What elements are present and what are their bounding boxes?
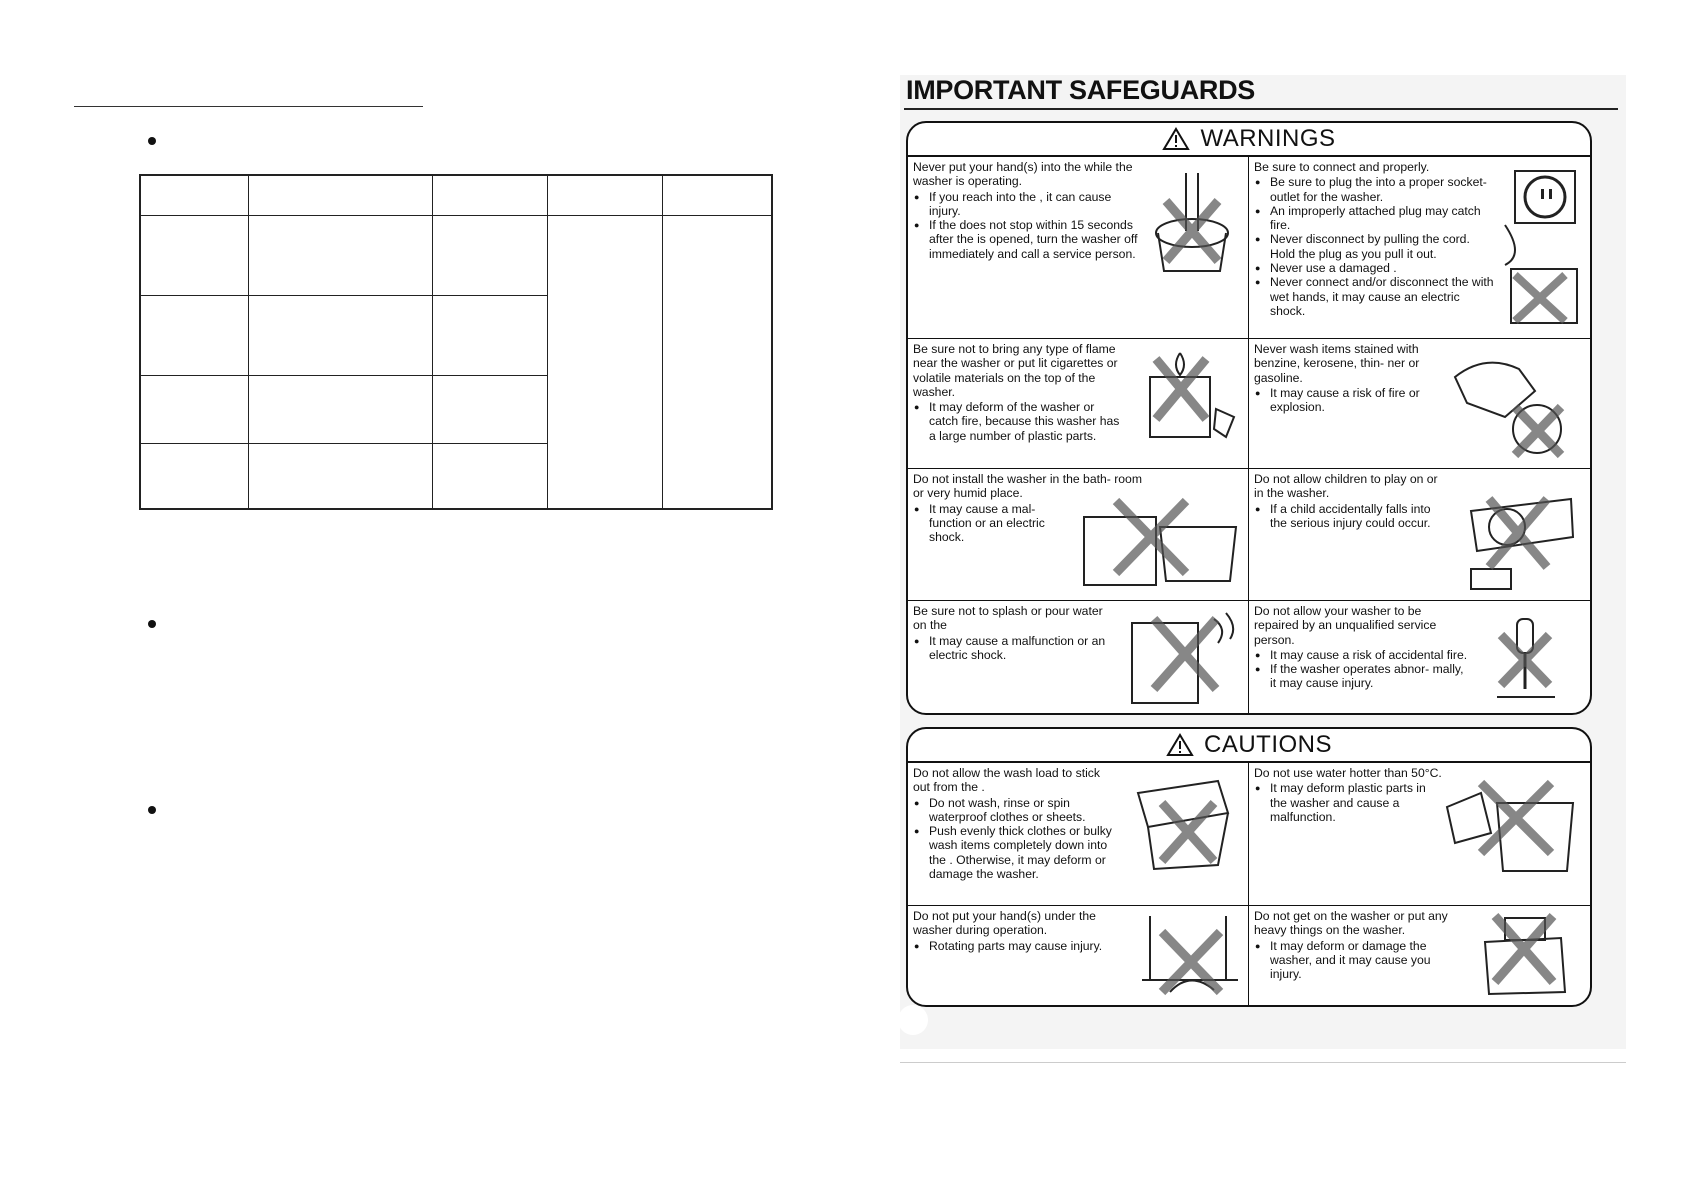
table-cell — [248, 175, 432, 215]
caution-text — [913, 766, 1113, 881]
warnings-header — [908, 123, 1590, 157]
warning-bullets — [1254, 386, 1439, 415]
caution-bullet: ● Do not wash, rinse or spin waterproof clothes or sheets. — [925, 796, 1113, 825]
warning-bullet: ● An improperly attached plug may catch fire. — [1266, 204, 1494, 233]
table-cell — [140, 443, 248, 509]
table-cell — [432, 215, 547, 295]
table-cell — [662, 175, 772, 215]
warning-bullet: ● It may deform of the washer or catch fire, because this washer has a large number of plastic parts. — [925, 400, 1125, 443]
table-cell — [248, 375, 432, 443]
page-title: IMPORTANT SAFEGUARDS — [906, 75, 1255, 105]
warning-text — [1254, 342, 1439, 414]
table-cell — [432, 443, 547, 509]
caution-item — [1249, 906, 1590, 1007]
table-cell — [432, 295, 547, 375]
warning-bullet: ● It may cause a risk of accidental fire. — [1266, 648, 1469, 662]
warning-bullet: ● It may cause a malfunction or an electric shock. — [925, 634, 1118, 663]
warning-bullet: ● If a child accidentally falls into the serious injury could occur. — [1266, 502, 1444, 531]
caution-triangle-icon — [1166, 733, 1194, 757]
warning-bullet: ● If the washer operates abnor- mally, it may cause injury. — [1266, 662, 1469, 691]
table-cell — [140, 175, 248, 215]
caution-bullet: ● Push evenly thick clothes or bulky wash items completely down into the . Otherwise, it may deform or damage the washer. — [925, 824, 1113, 881]
warning-bullets — [913, 634, 1118, 663]
caution-bullets — [913, 796, 1113, 882]
warning-text — [913, 604, 1118, 662]
cautions-header — [908, 729, 1590, 763]
warning-bullet: ● If the does not stop within 15 seconds after the is opened, turn the washer off immediately and call a service person. — [925, 218, 1138, 261]
child-washer-icon — [1451, 477, 1583, 595]
caution-text — [1254, 766, 1444, 824]
warning-bullets — [1254, 648, 1469, 691]
table-cell — [248, 215, 432, 295]
table-cell — [547, 175, 662, 215]
warning-text — [913, 160, 1138, 261]
table-cell — [432, 175, 547, 215]
warning-text-main: Be sure not to bring any type of flame near the washer or put lit cigarettes or volatile materials on the top of the washer. — [913, 342, 1118, 399]
warning-bullet: ● Never disconnect by pulling the cord. Hold the plug as you pull it out. — [1266, 232, 1494, 261]
warning-item — [1249, 157, 1590, 339]
table-header-row — [140, 175, 772, 215]
caution-bullets — [1254, 781, 1444, 824]
warning-text — [913, 342, 1125, 443]
cautions-heading: CAUTIONS — [1203, 731, 1332, 758]
caution-text — [913, 909, 1113, 953]
warning-text-main: Never put your hand(s) into the while the washer is operating. — [913, 160, 1133, 189]
caution-bullet: ● Rotating parts may cause injury. — [925, 939, 1113, 953]
warning-item — [1249, 601, 1590, 715]
caution-bullets — [913, 939, 1113, 953]
caution-item — [1249, 763, 1590, 906]
warning-text-main: Be sure to connect and properly. — [1254, 160, 1430, 174]
warnings-heading: WARNINGS — [1200, 125, 1336, 152]
warning-bullets — [1254, 175, 1494, 318]
sheet-bottom-rule — [900, 1062, 1626, 1063]
table-cell — [248, 443, 432, 509]
stained-clothes-icon — [1445, 347, 1581, 463]
warning-bullet: ● If you reach into the , it can cause injury. — [925, 190, 1138, 219]
warning-bullet: ● It may cause a mal- function or an electric shock. — [925, 502, 1057, 545]
caution-bullet: ● It may deform plastic parts in the washer and cause a malfunction. — [1266, 781, 1444, 824]
warning-text — [913, 472, 1143, 544]
caution-text — [1254, 909, 1454, 981]
caution-text-main: Do not use water hotter than 50°C. — [1254, 766, 1442, 780]
table-cell — [662, 215, 772, 509]
bullet-3 — [148, 806, 156, 814]
bullet-2 — [148, 620, 156, 628]
flame-washer-icon — [1126, 349, 1240, 444]
warning-bullets — [913, 190, 1138, 261]
warning-item — [1249, 339, 1590, 469]
page-corner-mark — [898, 1005, 928, 1035]
warning-bullets — [1254, 502, 1444, 531]
hot-water-icon — [1441, 773, 1583, 877]
bullet-1 — [148, 137, 156, 145]
cautions-grid — [908, 763, 1590, 1007]
table-cell — [140, 375, 248, 443]
table-cell — [248, 295, 432, 375]
warning-bullets — [913, 400, 1125, 443]
warning-triangle-icon — [1162, 127, 1190, 151]
power-plug-icon — [1495, 165, 1583, 335]
caution-text-main: Do not put your hand(s) under the washer during operation. — [913, 909, 1096, 938]
table-row — [140, 215, 772, 295]
warning-item — [908, 157, 1249, 339]
warning-text-main: Never wash items stained with benzine, kerosene, thin- ner or gasoline. — [1254, 342, 1420, 385]
warnings-panel — [906, 121, 1592, 715]
warning-item — [908, 469, 1249, 601]
warnings-grid — [908, 157, 1590, 715]
warning-text-main: Do not install the washer in the bath- room or very humid place. — [913, 472, 1142, 501]
water-splash-icon — [1118, 609, 1242, 709]
warning-bullet: ● Never use a damaged . — [1266, 261, 1494, 275]
hand-in-tub-icon — [1146, 171, 1238, 281]
warning-item — [908, 601, 1249, 715]
cautions-panel — [906, 727, 1592, 1007]
table-cell — [547, 215, 662, 509]
caution-text-main: Do not allow the wash load to stick out from the . — [913, 766, 1100, 795]
caution-item — [908, 763, 1249, 906]
warning-item — [1249, 469, 1590, 601]
warning-text-main: Do not allow your washer to be repaired by an unqualified service person. — [1254, 604, 1437, 647]
warning-bullet: ● Be sure to plug the into a proper socket-outlet for the washer. — [1266, 175, 1494, 204]
title-rule — [904, 108, 1618, 110]
warning-text-main: Be sure not to splash or pour water on the — [913, 604, 1103, 633]
screwdriver-icon — [1491, 615, 1561, 705]
warning-text — [1254, 160, 1494, 318]
warning-text — [1254, 472, 1444, 530]
caution-item — [908, 906, 1249, 1007]
warning-bullets — [913, 502, 1057, 545]
caution-bullet: ● It may deform or damage the washer, and it may cause you injury. — [1266, 939, 1454, 982]
table-cell — [140, 215, 248, 295]
table-cell — [140, 295, 248, 375]
header-rule — [74, 106, 423, 107]
overloaded-tub-icon — [1118, 769, 1242, 875]
warning-item — [908, 339, 1249, 469]
table-cell — [432, 375, 547, 443]
warning-text-main: Do not allow children to play on or in the washer. — [1254, 472, 1438, 501]
hand-under-washer-icon — [1140, 910, 1240, 1000]
heavy-load-icon — [1465, 912, 1581, 998]
specification-table — [139, 174, 773, 510]
warning-text — [1254, 604, 1469, 691]
caution-bullets — [1254, 939, 1454, 982]
warning-bullet: ● Never connect and/or disconnect the with wet hands, it may cause an electric shock. — [1266, 275, 1494, 318]
warning-bullet: ● It may cause a risk of fire or explosion. — [1266, 386, 1439, 415]
caution-text-main: Do not get on the washer or put any heavy things on the washer. — [1254, 909, 1448, 938]
